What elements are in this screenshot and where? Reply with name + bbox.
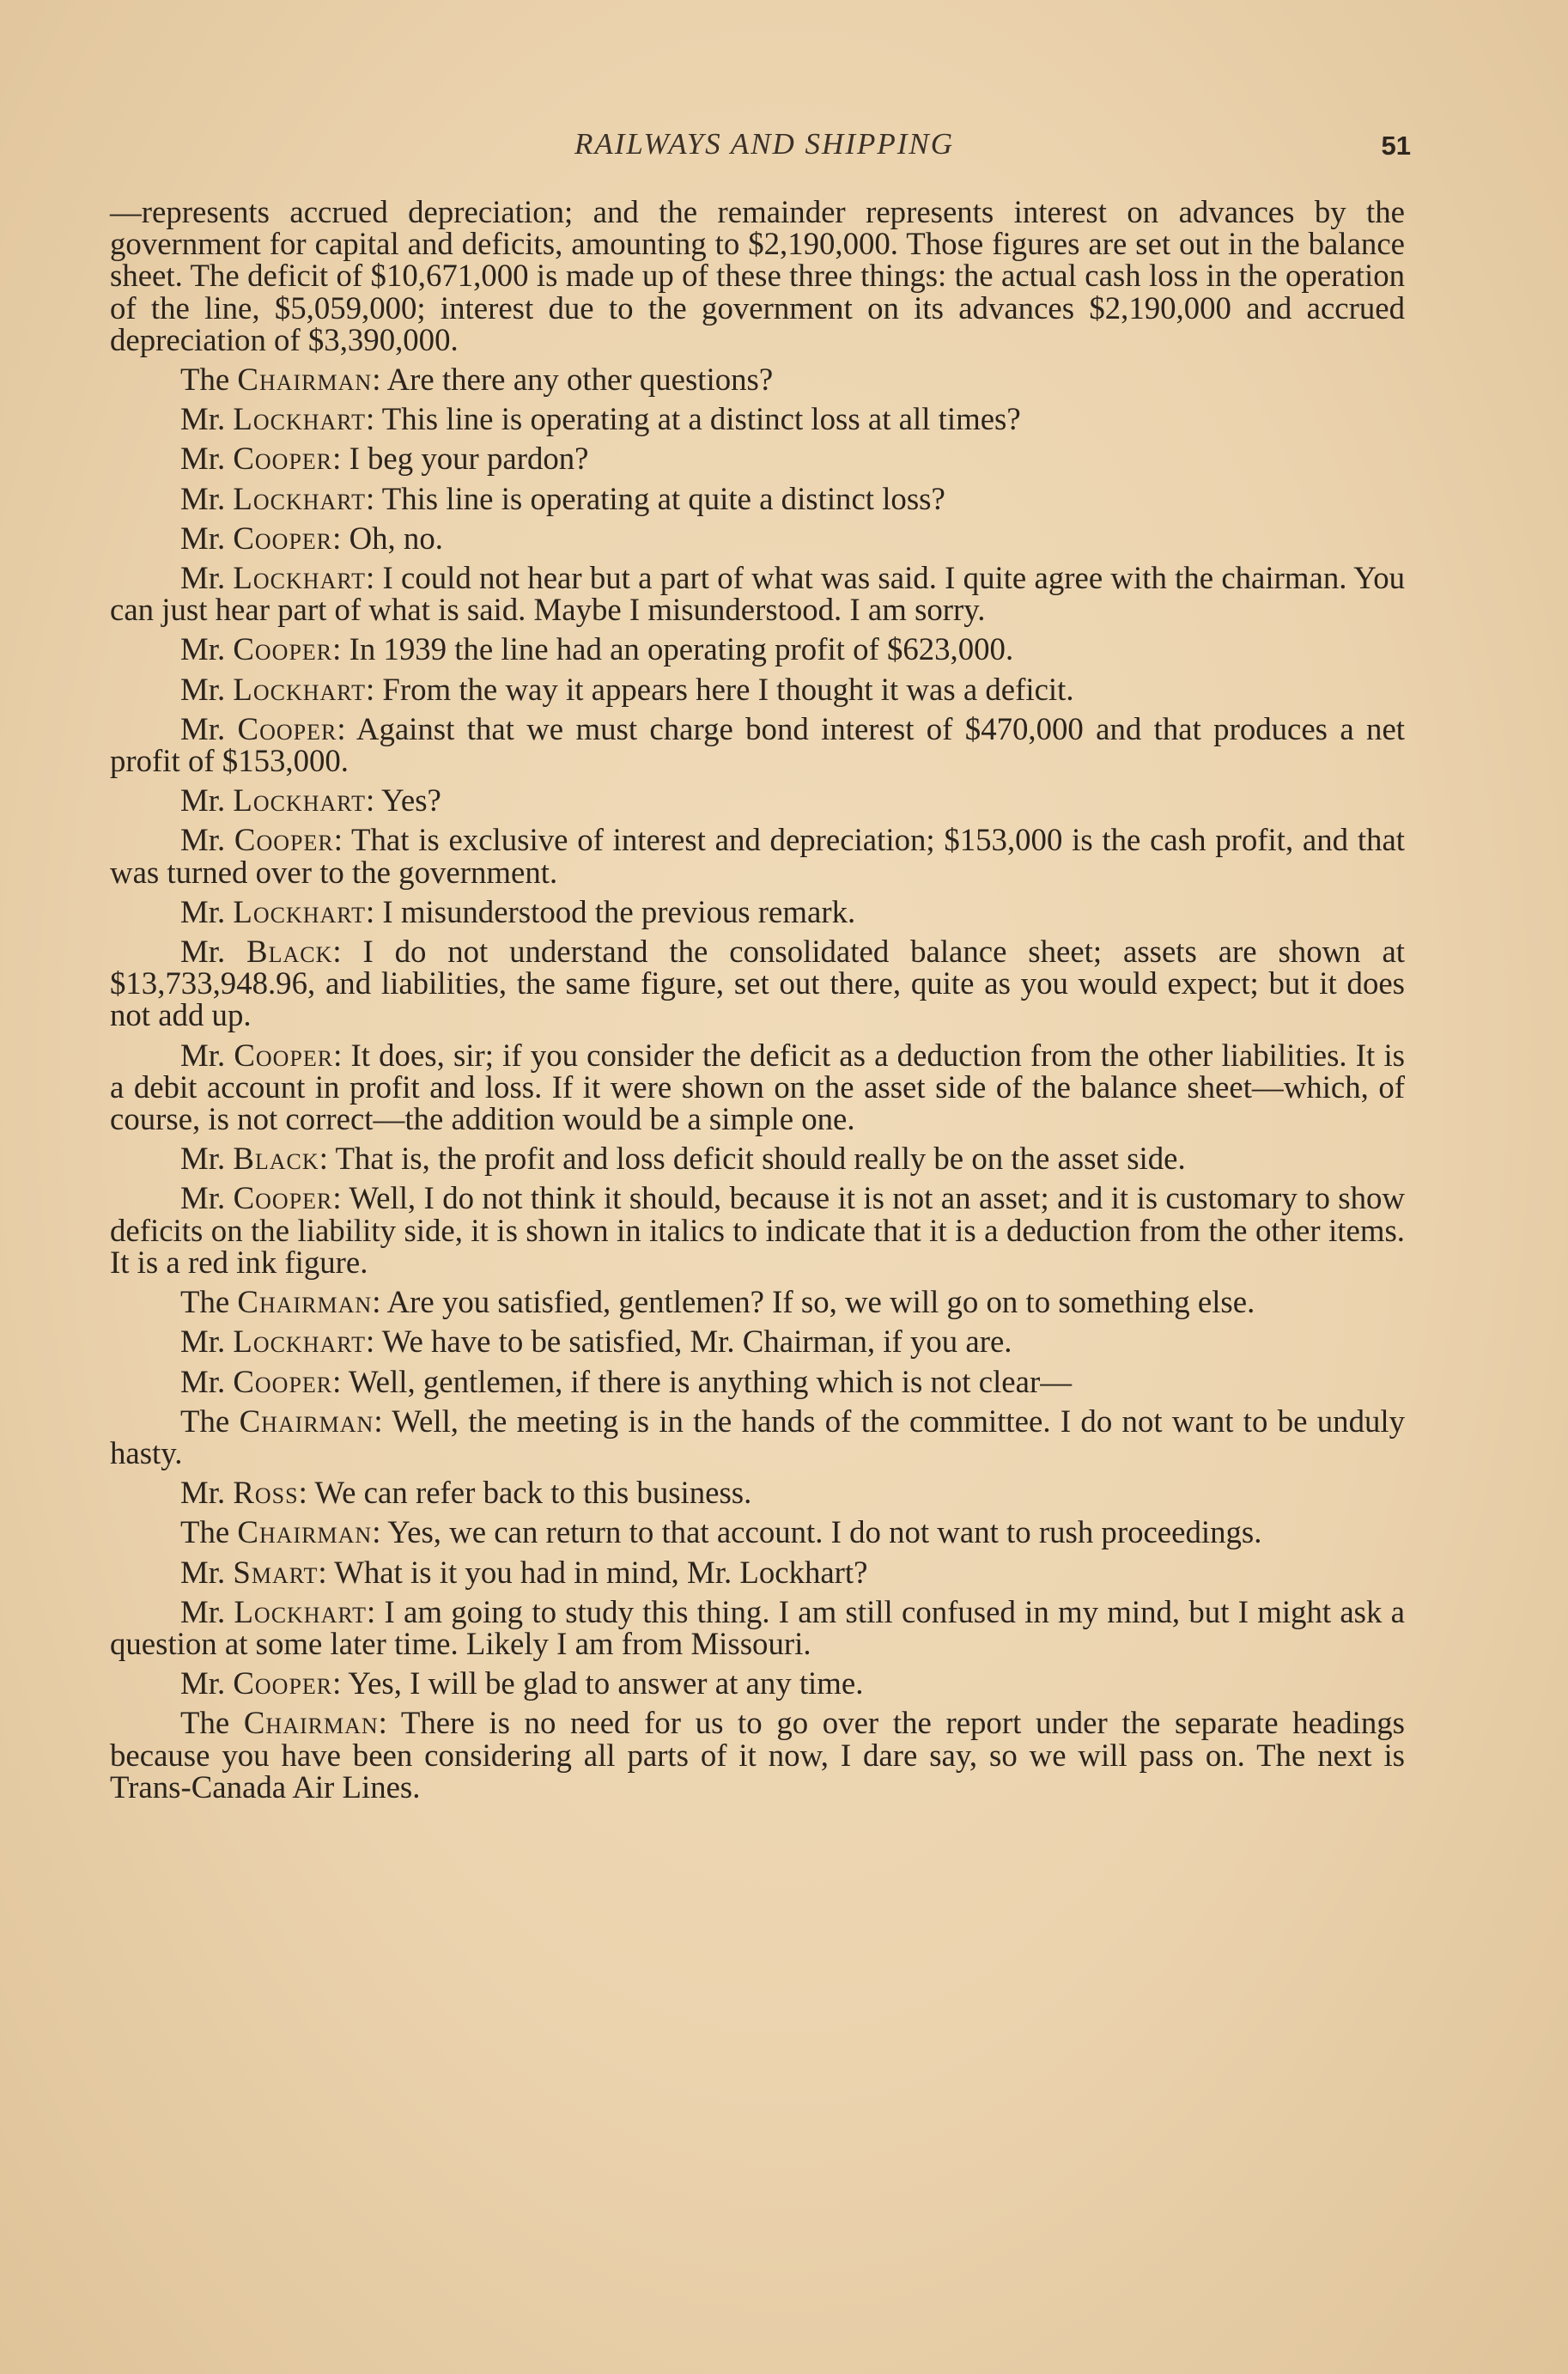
paragraph-text: : I could not hear but a part of what was said. I quite agree with the chairman. You can just hear part of what is said. Maybe I misunderstood. I am sorry. xyxy=(110,560,1405,628)
paragraph xyxy=(110,782,1405,819)
speaker-prefix: The xyxy=(180,1403,230,1439)
speaker-prefix: Mr. xyxy=(180,893,226,929)
speaker-prefix: Mr. xyxy=(180,631,226,667)
paragraph xyxy=(110,1363,1405,1399)
speaker-prefix: Mr. xyxy=(180,520,226,556)
speaker-prefix: Mr. xyxy=(180,1363,226,1399)
paragraph-text: : Are you satisfied, gentlemen? If so, we will go on to something else. xyxy=(372,1284,1255,1320)
speaker-name: Cooper xyxy=(233,1665,333,1701)
paragraph-text: : Yes? xyxy=(365,782,441,819)
paragraph-text: : I misunderstood the previous remark. xyxy=(365,893,856,929)
speaker-name: Ross xyxy=(233,1475,299,1511)
speaker-name: Smart xyxy=(233,1554,319,1590)
paragraph-text: : Well, the meeting is in the hands of the committee. I do not want to be unduly hasty. xyxy=(110,1403,1405,1470)
speaker-prefix: The xyxy=(180,1705,230,1741)
speaker-name: Black xyxy=(233,1141,319,1177)
paragraph xyxy=(110,403,1405,435)
paragraph-text: —represents accrued depreciation; and the remainder represents interest on advances by the government for capital and deficits, amounting to $2,190,000. Those figures are set out in the balance sheet. The deficit of $10,671,000 is made up of these three things: the actual cash loss in the operation of the line, $5,059,000; interest due to the government on its advances $2,190,000 and accrued depreciation of $3,390,000. xyxy=(110,194,1405,357)
paragraph xyxy=(110,1475,1405,1511)
speaker-prefix: Mr. xyxy=(180,1593,226,1629)
paragraph xyxy=(110,1516,1405,1548)
paragraph xyxy=(110,441,1405,477)
paragraph xyxy=(110,633,1405,665)
body-text xyxy=(110,196,1405,1811)
paragraph-text: : Well, I do not think it should, because it is not an asset; and it is customary to show deficits on the liability side, it is shown in italics to indicate that it is a deduction from the other items. It is a red ink figure. xyxy=(110,1180,1406,1280)
paragraph xyxy=(110,480,1405,516)
paragraph-text: : Oh, no. xyxy=(332,520,443,556)
paragraph xyxy=(110,893,1405,929)
paragraph xyxy=(110,1405,1405,1469)
paragraph xyxy=(110,1324,1405,1360)
speaker-name: Cooper xyxy=(233,1363,333,1399)
speaker-prefix: The xyxy=(180,362,230,398)
paragraph xyxy=(110,673,1405,705)
page-number: 51 xyxy=(1381,131,1411,161)
paragraph-text: : Yes, we can return to that account. I do not want to rush proceedings. xyxy=(372,1514,1262,1550)
speaker-name: Cooper xyxy=(233,520,333,556)
paragraph-text: : In 1939 the line had an operating profit of $623,000. xyxy=(332,631,1014,667)
paragraph-text: : That is, the profit and loss deficit should really be on the asset side. xyxy=(319,1141,1186,1177)
paragraph-text: : What is it you had in mind, Mr. Lockhart? xyxy=(318,1554,868,1590)
running-title: RAILWAYS AND SHIPPING xyxy=(574,127,955,161)
speaker-name: Lockhart xyxy=(233,401,366,437)
paragraph xyxy=(110,522,1405,554)
paragraph xyxy=(110,1667,1405,1699)
paragraph-text: : I beg your pardon? xyxy=(332,441,589,477)
speaker-name: Chairman xyxy=(239,1403,374,1439)
paragraph xyxy=(110,196,1405,356)
speaker-name: Cooper xyxy=(234,822,334,858)
paragraph-text: : This line is operating at a distinct loss at all times? xyxy=(365,401,1021,437)
speaker-name: Cooper xyxy=(233,631,333,667)
speaker-name: Lockhart xyxy=(233,480,366,516)
speaker-name: Cooper xyxy=(233,1180,333,1216)
speaker-prefix: Mr. xyxy=(180,1180,226,1216)
paragraph xyxy=(110,1286,1405,1318)
speaker-name: Cooper xyxy=(234,1037,334,1073)
paragraph-text: : Yes, I will be glad to answer at any time. xyxy=(332,1665,864,1701)
speaker-prefix: Mr. xyxy=(180,480,226,516)
speaker-prefix: The xyxy=(180,1514,230,1550)
speaker-name: Chairman xyxy=(237,1284,373,1320)
running-head xyxy=(0,127,1568,170)
paragraph-text: : From the way it appears here I thought it was a deficit. xyxy=(365,671,1074,707)
paragraph xyxy=(110,710,1406,779)
speaker-prefix: Mr. xyxy=(180,1141,226,1177)
speaker-prefix: Mr. xyxy=(180,1475,226,1511)
paragraph xyxy=(110,1593,1405,1661)
paragraph xyxy=(110,1707,1405,1803)
speaker-prefix: Mr. xyxy=(180,1037,226,1073)
paragraph-text: : Well, gentlemen, if there is anything which is not clear— xyxy=(332,1363,1073,1399)
speaker-name: Chairman xyxy=(237,362,373,398)
paragraph xyxy=(110,935,1405,1032)
paragraph-text: : I do not understand the consolidated balance sheet; assets are shown at $13,733,948.96, and liabilities, the same figure, set out there, quite as you would expect; but it does not add up. xyxy=(110,934,1405,1033)
speaker-name: Lockhart xyxy=(234,1593,368,1629)
paragraph-text: : Against that we must charge bond interest of $470,000 and that produces a net profit of $153,000. xyxy=(110,710,1406,779)
speaker-prefix: Mr. xyxy=(180,671,226,707)
speaker-prefix: Mr. xyxy=(180,782,226,819)
paragraph-text: : We have to be satisfied, Mr. Chairman, if you are. xyxy=(365,1324,1012,1360)
paragraph xyxy=(110,822,1405,890)
speaker-name: Cooper xyxy=(233,441,333,477)
speaker-name: Lockhart xyxy=(233,560,367,596)
paragraph-text: : That is exclusive of interest and depreciation; $153,000 is the cash profit, and that was turned over to the government. xyxy=(110,822,1405,890)
paragraph xyxy=(110,1556,1405,1588)
speaker-prefix: The xyxy=(180,1284,230,1320)
speaker-name: Chairman xyxy=(243,1705,379,1741)
speaker-prefix: Mr. xyxy=(180,934,226,970)
speaker-prefix: Mr. xyxy=(180,560,226,596)
paragraph-text: : Are there any other questions? xyxy=(372,362,774,398)
speaker-name: Chairman xyxy=(237,1514,373,1550)
paragraph xyxy=(110,1039,1405,1135)
speaker-prefix: Mr. xyxy=(180,1324,226,1360)
speaker-name: Lockhart xyxy=(233,1324,366,1360)
speaker-prefix: Mr. xyxy=(180,1665,226,1701)
speaker-prefix: Mr. xyxy=(180,822,226,858)
speaker-name: Lockhart xyxy=(233,782,366,819)
paragraph-text: : I am going to study this thing. I am still confused in my mind, but I might ask a question at some later time. Likely I am from Missouri. xyxy=(110,1593,1405,1661)
speaker-name: Lockhart xyxy=(233,893,366,929)
speaker-name: Black xyxy=(246,934,333,970)
paragraph-text: : It does, sir; if you consider the deficit as a deduction from the other liabilities. It is a debit account in profit and loss. If it were shown on the asset side of the balance sheet—which, of course, is not correct—the addition would be a simple one. xyxy=(110,1037,1405,1137)
paragraph xyxy=(110,362,1405,398)
speaker-name: Lockhart xyxy=(233,671,366,707)
paragraph xyxy=(110,560,1405,628)
paragraph-text: : There is no need for us to go over the report under the separate headings because you have been considering all parts of it now, I dare say, so we will pass on. The next is Trans-Canada Air Lines. xyxy=(110,1705,1405,1805)
paragraph xyxy=(110,1182,1405,1278)
speaker-prefix: Mr. xyxy=(180,441,226,477)
speaker-prefix: Mr. xyxy=(180,1554,226,1590)
paragraph-text: : We can refer back to this business. xyxy=(298,1475,752,1511)
speaker-prefix: Mr. xyxy=(180,401,226,437)
paragraph-text: : This line is operating at quite a distinct loss? xyxy=(365,480,945,516)
speaker-prefix: Mr. xyxy=(180,710,226,746)
speaker-name: Cooper xyxy=(237,710,337,746)
paragraph xyxy=(110,1141,1405,1177)
